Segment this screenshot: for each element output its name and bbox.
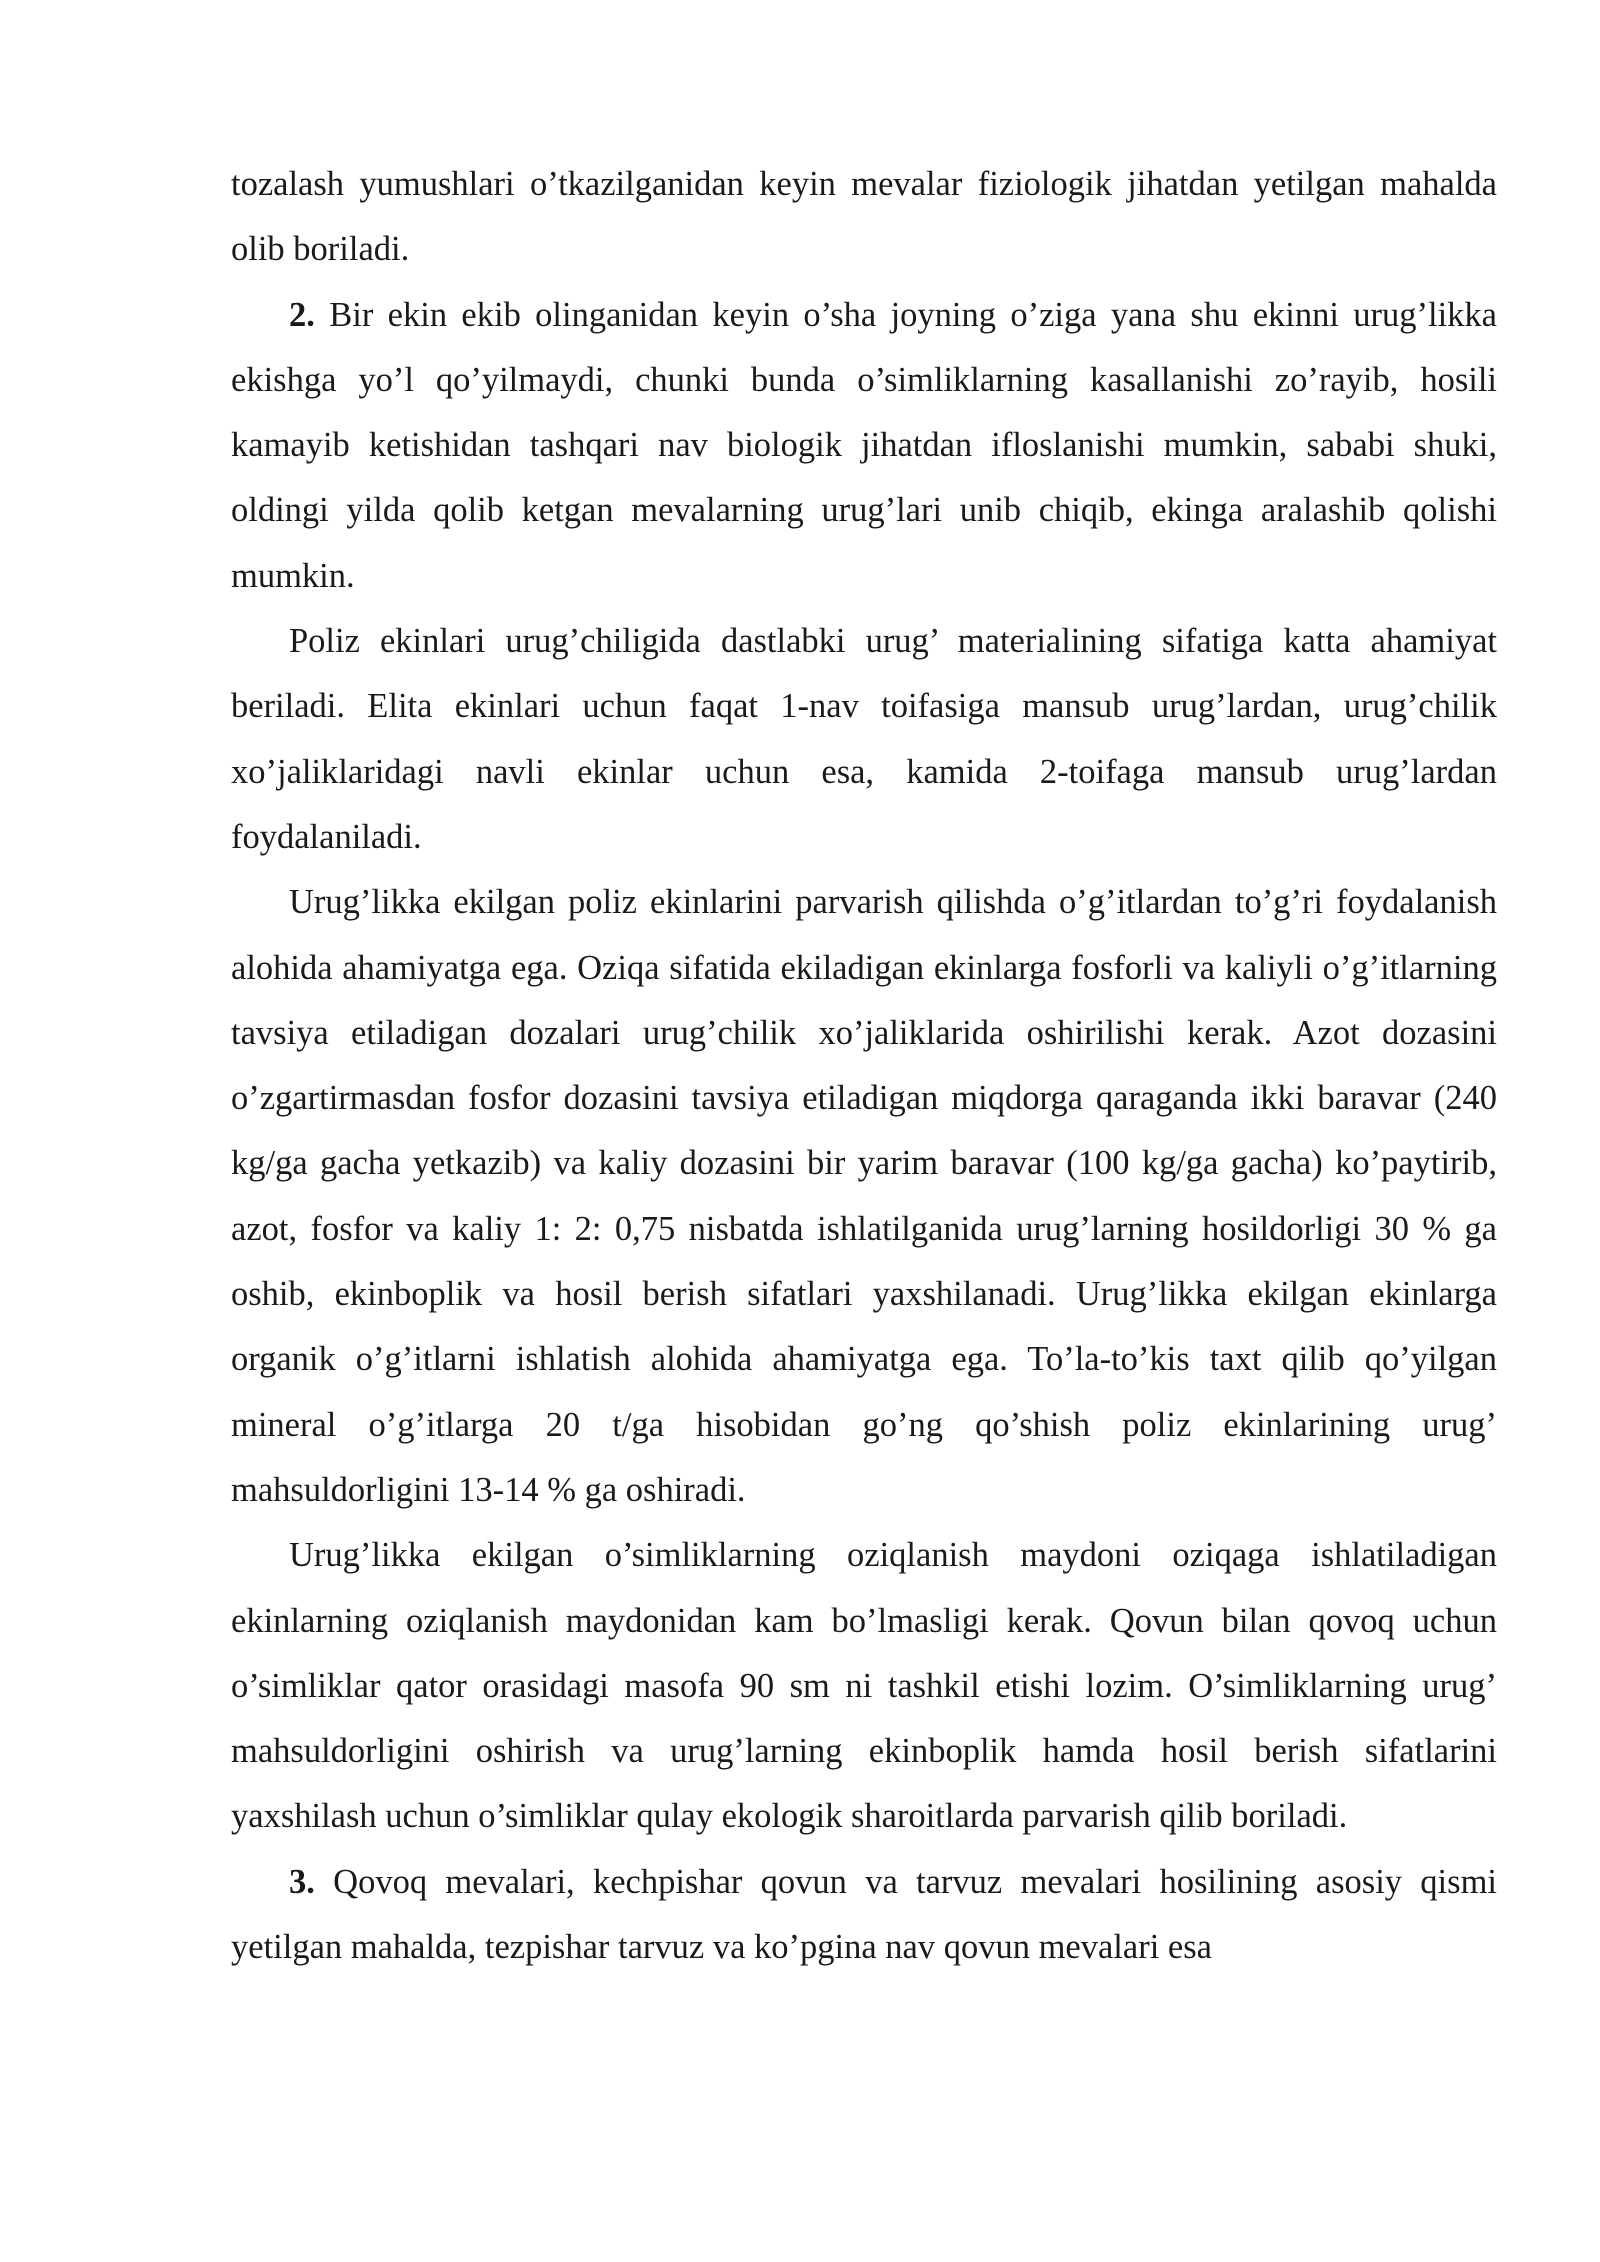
paragraph-number: 2.: [289, 295, 315, 334]
paragraph-fertilizers: [231, 870, 1497, 1523]
paragraph-text: Poliz ekinlari urug’chiligida dastlabki urug’ materialining sifatiga katta ahamiyat beriladi. Elita ekinlari uchun faqat 1-nav toifasiga mansub urug’lardan, urug’chilik xo’jaliklaridagi navli ekinlar uchun esa, kamida 2-toifaga mansub urug’lardan foydalaniladi.: [231, 622, 1497, 856]
paragraph-item-3: [231, 1850, 1497, 1981]
paragraph-text: Urug’likka ekilgan poliz ekinlarini parvarish qilishda o’g’itlardan to’g’ri foydalanish alohida ahamiyatga ega. Oziqa sifatida ekiladigan ekinlarga fosforli va kaliyli o’g’itlarning tavsiya etiladigan dozalari urug’chilik xo’jaliklarida oshirilishi kerak. Azot dozasini o’zgartirmasdan fosfor dozasini tavsiya etiladigan miqdorga qaraganda ikki baravar (240 kg/ga gacha yetkazib) va kaliy dozasini bir yarim baravar (100 kg/ga gacha) ko’paytirib, azot, fosfor va kaliy 1: 2: 0,75 nisbatda ishlatilganida urug’larning hosildorligi 30 % ga oshib, ekinboplik va hosil berish sifatlari yaxshilanadi. Urug’likka ekilgan ekinlarga organik o’g’itlarni ishlatish alohida ahamiyatga ega. To’la-to’kis taxt qilib qo’yilgan mineral o’g’itlarga 20 t/ga hisobidan go’ng qo’shish poliz ekinlarining urug’ mahsuldorligini 13-14 % ga oshiradi.: [231, 883, 1497, 1509]
paragraph-text: tozalash yumushlari o’tkazilganidan keyin mevalar fiziologik jihatdan yetilgan mahalda olib boriladi.: [231, 165, 1497, 269]
paragraph-text: Bir ekin ekib olinganidan keyin o’sha joyning o’ziga yana shu ekinni urug’likka ekishga yo’l qo’yilmaydi, chunki bunda o’simliklarning kasallanishi zo’rayib, hosili kamayib ketishidan tashqari nav biologik jihatdan ifloslanishi mumkin, sababi shuki, oldingi yilda qolib ketgan mevalarning urug’lari unib chiqib, ekinga aralashib qolishi mumkin.: [231, 295, 1497, 595]
paragraph-item-2: [231, 283, 1497, 609]
paragraph-number: 3.: [289, 1862, 315, 1901]
paragraph-continued: [231, 152, 1497, 283]
paragraph-text: Qovoq mevalari, kechpishar qovun va tarvuz mevalari hosilining asosiy qismi yetilgan mahalda, tezpishar tarvuz va ko’pgina nav qovun mevalari esa: [231, 1862, 1497, 1967]
document-page: [231, 152, 1497, 1980]
paragraph-feeding-area: [231, 1523, 1497, 1849]
paragraph-text: Urug’likka ekilgan o’simliklarning oziqlanish maydoni oziqaga ishlatiladigan ekinlarning oziqlanish maydonidan kam bo’lmasligi kerak. Qovun bilan qovoq uchun o’simliklar qator orasidagi masofa 90 sm ni tashkil etishi lozim. O’simliklarning urug’ mahsuldorligini oshirish va urug’larning ekinboplik hamda hosil berish sifatlarini yaxshilash uchun o’simliklar qulay ekologik sharoitlarda parvarish qilib boriladi.: [231, 1536, 1497, 1836]
paragraph-seed-material: [231, 609, 1497, 870]
